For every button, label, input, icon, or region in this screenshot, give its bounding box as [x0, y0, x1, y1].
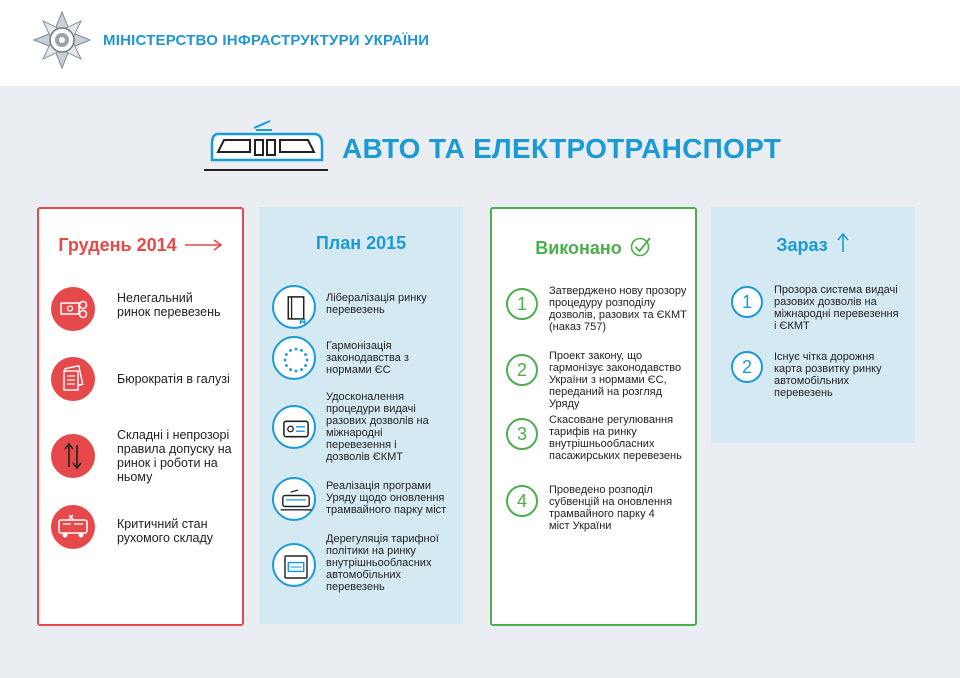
id-card-icon: [272, 405, 316, 449]
documents-icon: [51, 357, 95, 401]
arrows-icon: [51, 434, 95, 478]
item-text: Скасоване регулювання тарифів на ринку внутрішньообласних пасажирських перевезень: [549, 414, 682, 462]
check-circle-icon: [630, 235, 652, 262]
ticket-icon: [272, 543, 316, 587]
notebook-icon: [272, 285, 316, 329]
item-text: Реалізація програми Уряду щодо оновлення трамвайного парку міст: [326, 480, 447, 516]
ministry-emblem-icon: [32, 10, 92, 70]
item-text: Затверджено нову прозору процедуру розподілу дозволів, разових та ЄКМТ (наказ 757): [549, 285, 687, 333]
item-text: Нелегальний ринок перевезень: [117, 291, 221, 319]
broken-bus-icon: [51, 505, 95, 549]
item-text: Складні і непрозорі правила допуску на ринок і роботи на ньому: [117, 428, 232, 484]
card-title: Зараз: [776, 235, 828, 255]
card-heading: [259, 233, 463, 254]
card-plan-2015: [259, 207, 463, 624]
card-heading: [711, 233, 915, 258]
item-text: Проведено розподіл субвенцій на оновлення трамвайного парку 4 міст України: [549, 484, 673, 532]
step-number: 1: [731, 286, 763, 318]
header: [0, 0, 960, 86]
step-number: 1: [506, 288, 538, 320]
arrow-right-icon: [185, 235, 223, 256]
item-text: Лібералізація ринку перевезень: [326, 292, 427, 316]
card-title: Виконано: [535, 238, 622, 258]
arrow-up-icon: [836, 233, 850, 258]
step-number: 2: [731, 351, 763, 383]
eu-stars-icon: [272, 336, 316, 380]
card-heading: [39, 235, 242, 256]
item-text: Критичний стан рухомого складу: [117, 517, 214, 545]
item-text: Проект закону, що гармонізує законодавство України з нормами ЄС, переданий на розгляд Уряду: [549, 350, 682, 410]
tram-icon: [272, 477, 316, 521]
item-text: Існує чітка дорожня карта розвитку ринку автомобільних перевезень: [774, 351, 882, 399]
card-december-2014: [37, 207, 244, 626]
tram-icon: [204, 118, 328, 174]
ministry-name: МІНІСТЕРСТВО ІНФРАСТРУКТУРИ УКРАЇНИ: [103, 32, 430, 49]
page-title: АВТО ТА ЕЛЕКТРОТРАНСПОРТ: [342, 133, 782, 164]
item-text: Бюрократія в галузі: [117, 372, 230, 386]
card-done: [490, 207, 697, 626]
item-text: Дерегуляція тарифної політики на ринку внутрішньообласних автомобільних перевезень: [326, 533, 439, 593]
item-text: Прозора система видачі разових дозволів на міжнародні перевезення і ЄКМТ: [774, 284, 899, 332]
item-text: Удосконалення процедури видачі разових дозволів на міжнародні перевезення і дозволів ЄКМТ: [326, 391, 429, 463]
card-heading: [492, 235, 695, 262]
step-number: 4: [506, 485, 538, 517]
money-icon: [51, 287, 95, 331]
card-now: [711, 207, 915, 443]
card-title: План 2015: [315, 233, 407, 253]
step-number: 2: [506, 354, 538, 386]
step-number: 3: [506, 418, 538, 450]
card-title: Грудень 2014: [58, 235, 177, 255]
item-text: Гармонізація законодавства з нормами ЄС: [326, 340, 409, 376]
